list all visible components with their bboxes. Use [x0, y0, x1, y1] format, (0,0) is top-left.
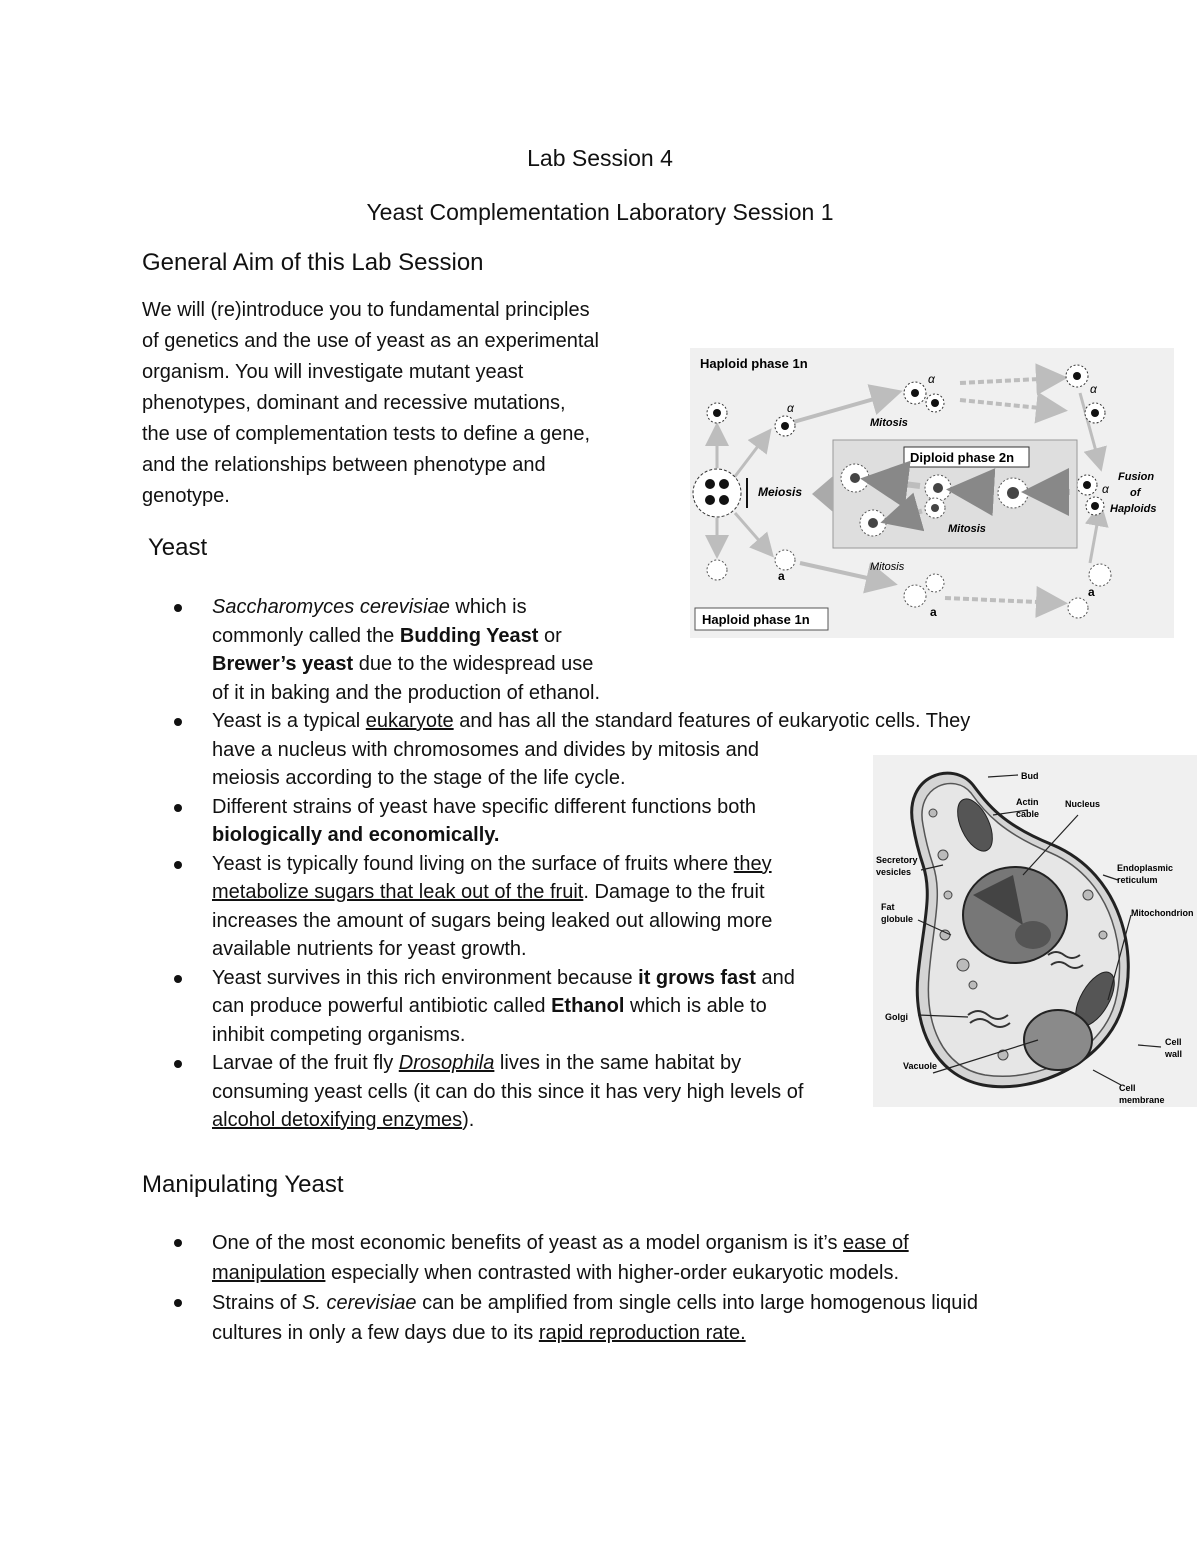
- bullet-dot-icon: [174, 1239, 182, 1247]
- general-aim-paragraph: [142, 295, 662, 512]
- nucleus-label: Nucleus: [1065, 799, 1101, 809]
- bullet-line: [212, 707, 1042, 736]
- bullet-dot-icon: [174, 1299, 182, 1307]
- bullet-line: [212, 1258, 1062, 1288]
- mitosis-bottom-label: Mitosis: [870, 561, 905, 573]
- text-segment: Strains of: [212, 1292, 303, 1314]
- text-segment: ease of: [843, 1232, 909, 1254]
- cell-membrane-label: Cell: [1119, 1083, 1136, 1093]
- text-segment: which is: [449, 596, 527, 618]
- text-segment: alcohol detoxifying enzymes: [212, 1109, 463, 1131]
- text-segment: eukaryote: [365, 710, 454, 732]
- yeast-heading: Yeast: [148, 534, 208, 561]
- mitochondrion-label: Mitochondrion: [1131, 908, 1194, 918]
- alpha-label: α: [928, 372, 935, 386]
- text-segment: . Damage to the fruit: [583, 881, 765, 903]
- text-segment: and has all the standard features of eukaryotic cells. They: [453, 710, 971, 732]
- alpha-label: α: [1102, 482, 1109, 496]
- text-segment: Budding Yeast: [399, 624, 539, 647]
- vacuole-icon: [1024, 1010, 1092, 1070]
- actin-label: cable: [1016, 809, 1040, 819]
- bullet-line: [212, 1228, 1062, 1258]
- bullet-line: [212, 1318, 1062, 1348]
- text-segment: Saccharomyces cerevisiae: [212, 596, 450, 618]
- text-segment: especially when contrasted with higher-order eukaryotic models.: [325, 1262, 900, 1284]
- mitosis-top-label: Mitosis: [870, 417, 908, 429]
- yeast-life-cycle-diagram: [690, 348, 1174, 638]
- text-segment: metabolize sugars that leak out of the fruit: [212, 881, 584, 903]
- text-segment: rapid reproduction rate.: [538, 1322, 746, 1344]
- vacuole-label: Vacuole: [903, 1061, 938, 1071]
- manipulating-heading: Manipulating Yeast: [142, 1171, 344, 1198]
- text-segment: have a nucleus with chromosomes and divides by mitosis and: [212, 738, 759, 761]
- a-label: a: [778, 569, 785, 583]
- text-segment: ).: [462, 1109, 475, 1131]
- text-segment: Ethanol: [551, 995, 625, 1017]
- alpha-label: α: [1090, 382, 1097, 396]
- tetrad-icon: [693, 469, 741, 517]
- fusion-label: Haploids: [1110, 503, 1157, 515]
- text-segment: Yeast survives in this rich environment because: [212, 966, 639, 989]
- text-segment: Drosophila: [398, 1052, 495, 1074]
- text-segment: they: [733, 852, 772, 875]
- text-segment: manipulation: [212, 1262, 326, 1284]
- page-subtitle: Yeast Complementation Laboratory Session 1: [366, 199, 834, 225]
- text-segment: of it in baking and the production of ethanol.: [212, 681, 601, 704]
- aim-line: phenotypes, dominant and recessive mutations,: [142, 392, 566, 414]
- nucleus-icon: [963, 867, 1067, 963]
- a-label: a: [930, 605, 937, 619]
- page-title: Lab Session 4: [527, 145, 673, 171]
- secretory-label: Secretory: [876, 855, 918, 865]
- text-segment: commonly called the: [212, 624, 400, 647]
- aim-line: genotype.: [142, 485, 230, 507]
- alpha-label: α: [787, 401, 794, 415]
- bullet-line: [212, 679, 1042, 708]
- text-segment: can produce powerful antibiotic called: [212, 995, 552, 1017]
- text-segment: Larvae of the fruit fly: [212, 1052, 399, 1074]
- text-segment: and: [755, 966, 795, 989]
- text-segment: which is able to: [624, 995, 767, 1017]
- cell-wall-label: wall: [1165, 1049, 1183, 1059]
- cell-membrane-label: membrane: [1119, 1095, 1165, 1105]
- text-segment: biologically and economically.: [212, 824, 500, 846]
- er-label: reticulum: [1117, 875, 1158, 885]
- bullet-dot-icon: [174, 718, 182, 726]
- text-segment: Brewer’s yeast: [212, 653, 354, 675]
- bullet-item: [142, 1228, 1062, 1288]
- fat-label: globule: [881, 914, 913, 924]
- bullet-item: [142, 1288, 1062, 1348]
- text-segment: it grows fast: [638, 966, 756, 989]
- bullet-dot-icon: [174, 804, 182, 812]
- fusion-label: of: [1130, 487, 1141, 499]
- a-label: a: [1088, 585, 1095, 599]
- text-segment: S. cerevisiae: [302, 1292, 417, 1314]
- diploid-phase-label: Diploid phase 2n: [910, 450, 1015, 465]
- bullet-line: [212, 650, 1042, 679]
- bullet-dot-icon: [174, 861, 182, 869]
- mitosis-center-label: Mitosis: [948, 523, 986, 535]
- fusion-label: Fusion: [1118, 471, 1155, 483]
- text-segment: available nutrients for yeast growth.: [212, 938, 527, 960]
- yeast-cell-diagram: [873, 755, 1197, 1107]
- text-segment: can be amplified from single cells into large homogenous liquid: [416, 1292, 978, 1314]
- bullet-dot-icon: [174, 975, 182, 983]
- text-segment: meiosis according to the stage of the life cycle.: [212, 767, 626, 789]
- cell-wall-label: Cell: [1165, 1037, 1182, 1047]
- text-segment: or: [538, 624, 562, 647]
- text-segment: due to the widespread use: [353, 653, 594, 675]
- aim-line: of genetics and the use of yeast as an experimental: [142, 330, 599, 352]
- text-segment: One of the most economic benefits of yeast as a model organism is it’s: [212, 1232, 844, 1254]
- golgi-label: Golgi: [885, 1012, 908, 1022]
- bullet-dot-icon: [174, 1060, 182, 1068]
- text-segment: inhibit competing organisms.: [212, 1023, 466, 1046]
- haploid-bottom-label: Haploid phase 1n: [702, 612, 810, 627]
- fat-label: Fat: [881, 902, 895, 912]
- bud-label: Bud: [1021, 771, 1039, 781]
- secretory-label: vesicles: [876, 867, 912, 877]
- text-segment: Yeast is a typical: [212, 710, 366, 732]
- aim-line: We will (re)introduce you to fundamental principles: [142, 299, 590, 321]
- general-aim-heading: General Aim of this Lab Session: [142, 249, 484, 276]
- manipulating-bullet-list: [142, 1228, 1062, 1348]
- text-segment: Different strains of yeast have specific different functions both: [212, 795, 757, 818]
- aim-line: and the relationships between phenotype and: [142, 454, 546, 476]
- aim-line: organism. You will investigate mutant yeast: [142, 361, 524, 383]
- bullet-dot-icon: [174, 604, 182, 612]
- text-segment: increases the amount of sugars being leaked out allowing more: [212, 909, 773, 932]
- bullet-line: [212, 1288, 1062, 1318]
- text-segment: consuming yeast cells (it can do this since it has very high levels of: [212, 1080, 804, 1103]
- bullet-line: [212, 1106, 1042, 1135]
- actin-label: Actin: [1016, 797, 1039, 807]
- haploid-top-label: Haploid phase 1n: [700, 356, 808, 371]
- text-segment: cultures in only a few days due to its: [212, 1322, 539, 1344]
- er-label: Endoplasmic: [1117, 863, 1174, 873]
- text-segment: Yeast is typically found living on the surface of fruits where: [212, 852, 734, 875]
- meiosis-label: Meiosis: [758, 485, 803, 499]
- aim-line: the use of complementation tests to define a gene,: [142, 423, 591, 445]
- text-segment: lives in the same habitat by: [494, 1052, 742, 1074]
